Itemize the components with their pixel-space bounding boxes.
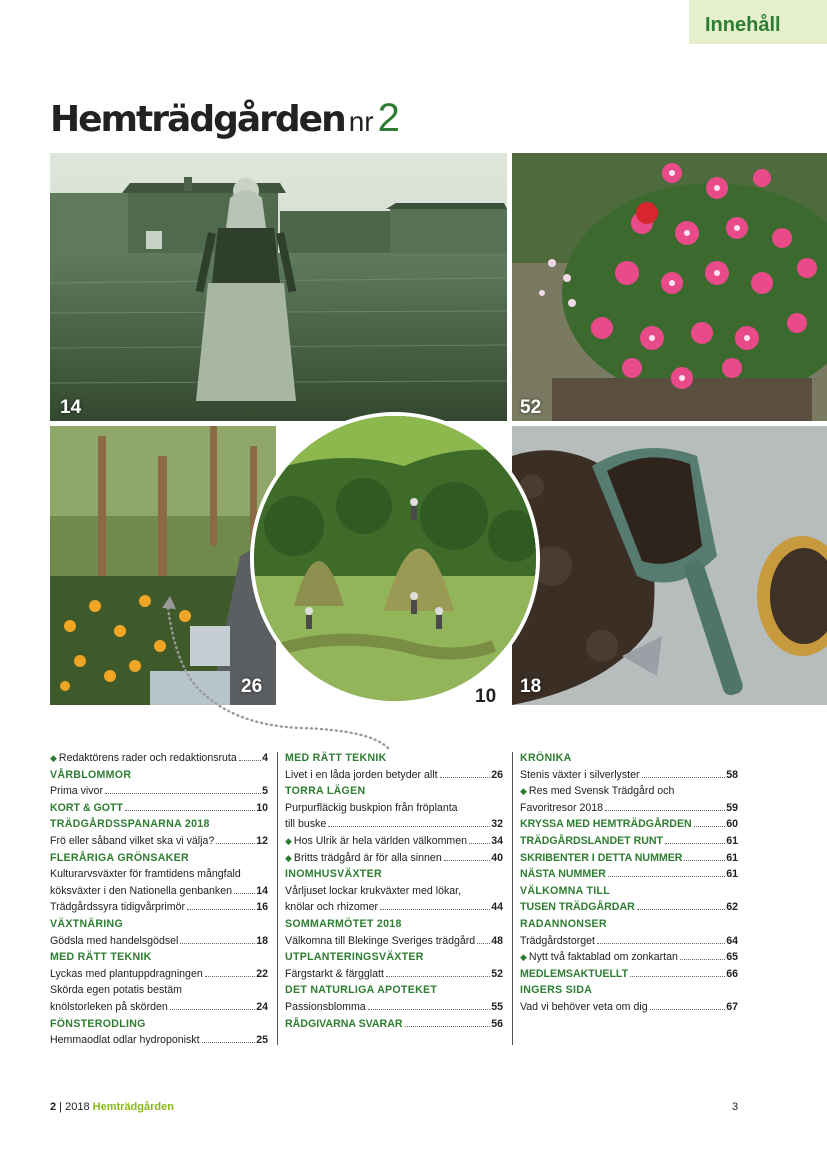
dot-leader [239,760,261,761]
photo-petunias [512,153,827,421]
toc-entry [520,933,738,950]
dot-leader [684,860,725,861]
toc-entry [50,1032,268,1049]
toc-page-number: 64 [726,934,738,947]
toc-section-heading: TORRA LÄGEN [285,785,366,798]
toc-entry-label: Hemmaodlat odlar hydroponiskt [50,1034,200,1047]
toc-entry-label: Gödsla med handelsgödsel [50,934,179,947]
toc-entry-label: Lyckas med plantuppdragningen [50,967,203,980]
toc-entry-label: Kulturarvsväxter för framtidens mångfald [50,868,241,881]
toc-page-number: 22 [256,967,268,980]
dot-leader [637,909,725,910]
toc-page-number: 61 [726,868,738,881]
dot-leader [630,976,725,977]
toc-page-number: 67 [726,1000,738,1013]
toc-text-line [520,783,738,800]
dot-leader [125,810,255,811]
toc-entry-label: köksväxter i den Nationella genbanken [50,884,232,897]
toc-entry-label: Prima vivor [50,785,103,798]
dot-leader [216,843,255,844]
footer-page: 2 [50,1101,57,1113]
toc-text-line [285,883,503,900]
toc-section-heading: FLERÅRIGA GRÖNSAKER [50,851,189,864]
toc-text-line [285,800,503,817]
toc-entry [520,816,738,833]
toc-entry [520,767,738,784]
toc-entry-label: ◆ Redaktörens rader och redaktionsruta [50,752,237,764]
toc-page-number: 16 [256,901,268,914]
dot-leader [642,777,726,778]
toc-entry-label: Passionsblomma [285,1000,366,1013]
dot-leader [650,1009,726,1010]
toc-page-number: 62 [726,901,738,914]
toc-entry-label: KRYSSA MED HEMTRÄDGÅRDEN [520,818,692,831]
photo-page-number: 10 [475,686,497,707]
toc-entry-label: Trädgårdstorget [520,934,595,947]
toc-entry [285,966,503,983]
photo-raised-bed [50,426,276,705]
toc-entry [520,899,738,916]
dot-leader [597,943,725,944]
bullet-icon: ◆ [520,786,527,797]
dot-leader [665,843,725,844]
photo-trowel-soil [512,426,827,705]
toc-entry [50,966,268,983]
toc-entry-label: Vad vi behöver veta om dig [520,1000,648,1013]
toc-page-number: 40 [491,851,503,864]
toc-page-number: 60 [726,818,738,831]
toc-page-number: 32 [491,818,503,831]
dot-leader [386,976,490,977]
toc-page-number: 5 [262,785,268,798]
photo-page-number: 52 [520,397,542,418]
dot-leader [405,1026,491,1027]
toc-entry [285,933,503,950]
toc-entry [50,750,268,767]
toc-entry [50,833,268,850]
footer-magazine: Hemträdgården [92,1101,174,1113]
toc-section-heading: VÅRBLOMMOR [50,768,132,781]
dot-leader [180,943,255,944]
dot-leader [187,909,255,910]
toc-entry [285,999,503,1016]
toc-entry-label: till buske [285,818,327,831]
toc-section-heading: VÄXTNÄRING [50,917,124,930]
toc-column-3 [520,750,738,1016]
photo-old-woman [50,153,507,421]
toc-text-line [50,982,268,999]
toc-entry [285,833,503,850]
toc-entry-label: Välkomna till Blekinge Sveriges trädgård [285,934,476,947]
toc-page-number: 26 [491,768,503,781]
bullet-icon: ◆ [285,852,292,863]
dot-leader [477,943,490,944]
dot-leader [440,777,491,778]
toc-entry [520,833,738,850]
toc-page-number: 52 [491,967,503,980]
magazine-name: Hemträdgården [50,99,345,140]
toc-entry [285,850,503,867]
toc-entry-label: NÄSTA NUMMER [520,868,606,881]
toc-entry-label: ◆ Nytt två faktablad om zonkartan [520,951,678,964]
toc-section-heading: SOMMARMÖTET 2018 [285,917,402,930]
toc-section-heading: MED RÄTT TEKNIK [50,951,152,964]
toc-entry [520,850,738,867]
toc-column-1 [50,750,268,1049]
toc-entry [520,866,738,883]
toc-section-heading: VÄLKOMNA TILL [520,884,611,897]
toc-page-number: 65 [726,951,738,964]
toc-page-number: 44 [491,901,503,914]
toc-page-number: 58 [726,768,738,781]
dot-leader [605,810,725,811]
photo-page-number: 26 [241,676,263,697]
dot-leader [234,893,255,894]
dot-leader [694,826,726,827]
toc-section-heading: MED RÄTT TEKNIK [285,752,387,764]
toc-section-heading: UTPLANTERINGSVÄXTER [285,951,424,964]
dot-leader [368,1009,491,1010]
toc-page-number: 55 [491,1000,503,1013]
dot-leader [202,1042,256,1043]
toc-entry [285,816,503,833]
toc-entry [50,783,268,800]
toc-entry [520,949,738,966]
toc-page-number: 56 [491,1017,503,1030]
bullet-icon: ◆ [520,952,527,963]
toc-entry-label: Skörda egen potatis bestäm [50,984,182,997]
toc-entry [520,966,738,983]
toc-section-heading: DET NATURLIGA APOTEKET [285,984,438,997]
toc-page-number: 12 [256,834,268,847]
toc-page-number: 59 [726,801,738,814]
toc-entry-label: Purpurfläckig buskpion från fröplanta [285,801,458,814]
toc-entry-label: ◆ Hos Ulrik är hela världen välkommen [285,834,468,847]
toc-page-number: 24 [256,1000,268,1013]
photo-haystacks [250,412,540,705]
column-divider [277,752,278,1045]
toc-entry [520,999,738,1016]
dot-leader [170,1009,255,1010]
toc-page-number: 25 [256,1034,268,1047]
toc-section-heading: FÖNSTERODLING [50,1017,146,1030]
toc-entry [520,800,738,817]
toc-entry-label: Trädgårdssyra tidigvårprimör [50,901,186,914]
toc-page-number: 48 [491,934,503,947]
toc-entry-label: Vårljuset lockar krukväxter med lökar, [285,884,462,897]
bullet-icon: ◆ [50,753,57,763]
toc-entry-label: Färgstarkt & färgglatt [285,967,384,980]
toc-entry [285,767,503,784]
toc-entry [50,933,268,950]
toc-section-heading: INOMHUSVÄXTER [285,868,382,881]
toc-column-2 [285,750,503,1032]
dot-leader [444,860,490,861]
dot-leader [205,976,255,977]
toc-entry-label: TUSEN TRÄDGÅRDAR [520,901,635,914]
toc-page-number: 4 [262,752,268,764]
toc-entry-label: KORT & GOTT [50,801,123,814]
dot-leader [328,826,490,827]
toc-page-number: 10 [256,801,268,814]
dot-leader [105,793,261,794]
toc-entry [50,800,268,817]
photo-page-number: 18 [520,676,542,697]
toc-entry-label: Favoritresor 2018 [520,801,604,814]
dot-leader [680,959,725,960]
toc-page-number: 14 [256,884,268,897]
toc-entry-label: ◆ Britts trädgård är för alla sinnen [285,851,442,864]
toc-section-heading: KRÖNIKA [520,752,572,764]
toc-entry [285,1016,503,1033]
footer-year: 2018 [65,1101,90,1113]
toc-section-heading: RADANNONSER [520,917,607,930]
issue-prefix: nr [348,106,374,137]
bullet-icon: ◆ [285,835,292,846]
photo-page-number: 14 [60,397,82,418]
toc-entry-label: knölstorleken på skörden [50,1000,168,1013]
toc-entry-label: TRÄDGÅRDSLANDET RUNT [520,834,664,847]
toc-text-line [50,866,268,883]
toc-page-number: 18 [256,934,268,947]
toc-page-number: 34 [491,834,503,847]
column-divider [512,752,513,1045]
toc-section-heading: TRÄDGÅRDSSPANARNA 2018 [50,818,210,831]
toc-entry-label: Stenis växter i silverlyster [520,768,640,781]
toc-page-number: 61 [726,851,738,864]
toc-entry-label: RÅDGIVARNA SVARAR [285,1017,403,1030]
dot-leader [608,876,725,877]
page-title [50,96,400,141]
toc-entry-label: Frö eller såband vilket ska vi välja? [50,834,215,847]
toc-page-number: 66 [726,967,738,980]
dot-leader [469,843,490,844]
toc-entry-label: ◆ Res med Svensk Trädgård och [520,785,675,798]
section-tab [689,0,827,44]
toc-page-number: 61 [726,834,738,847]
toc-entry-label: Livet i en låda jorden betyder allt [285,768,438,781]
toc-section-heading: INGERS SIDA [520,984,593,997]
section-tab-label: Innehåll [705,14,781,36]
toc-entry-label: MEDLEMSAKTUELLT [520,967,629,980]
toc-entry-label: knölar och rhizomer [285,901,379,914]
toc-entry [50,899,268,916]
toc-entry [50,999,268,1016]
page-number: 3 [732,1101,739,1113]
footer: 2 | 2018 Hemträdgården [50,1101,174,1113]
issue-number: 2 [377,96,400,140]
toc-entry-label: SKRIBENTER I DETTA NUMMER [520,851,683,864]
dot-leader [380,909,490,910]
toc-entry [50,883,268,900]
toc-entry [285,899,503,916]
